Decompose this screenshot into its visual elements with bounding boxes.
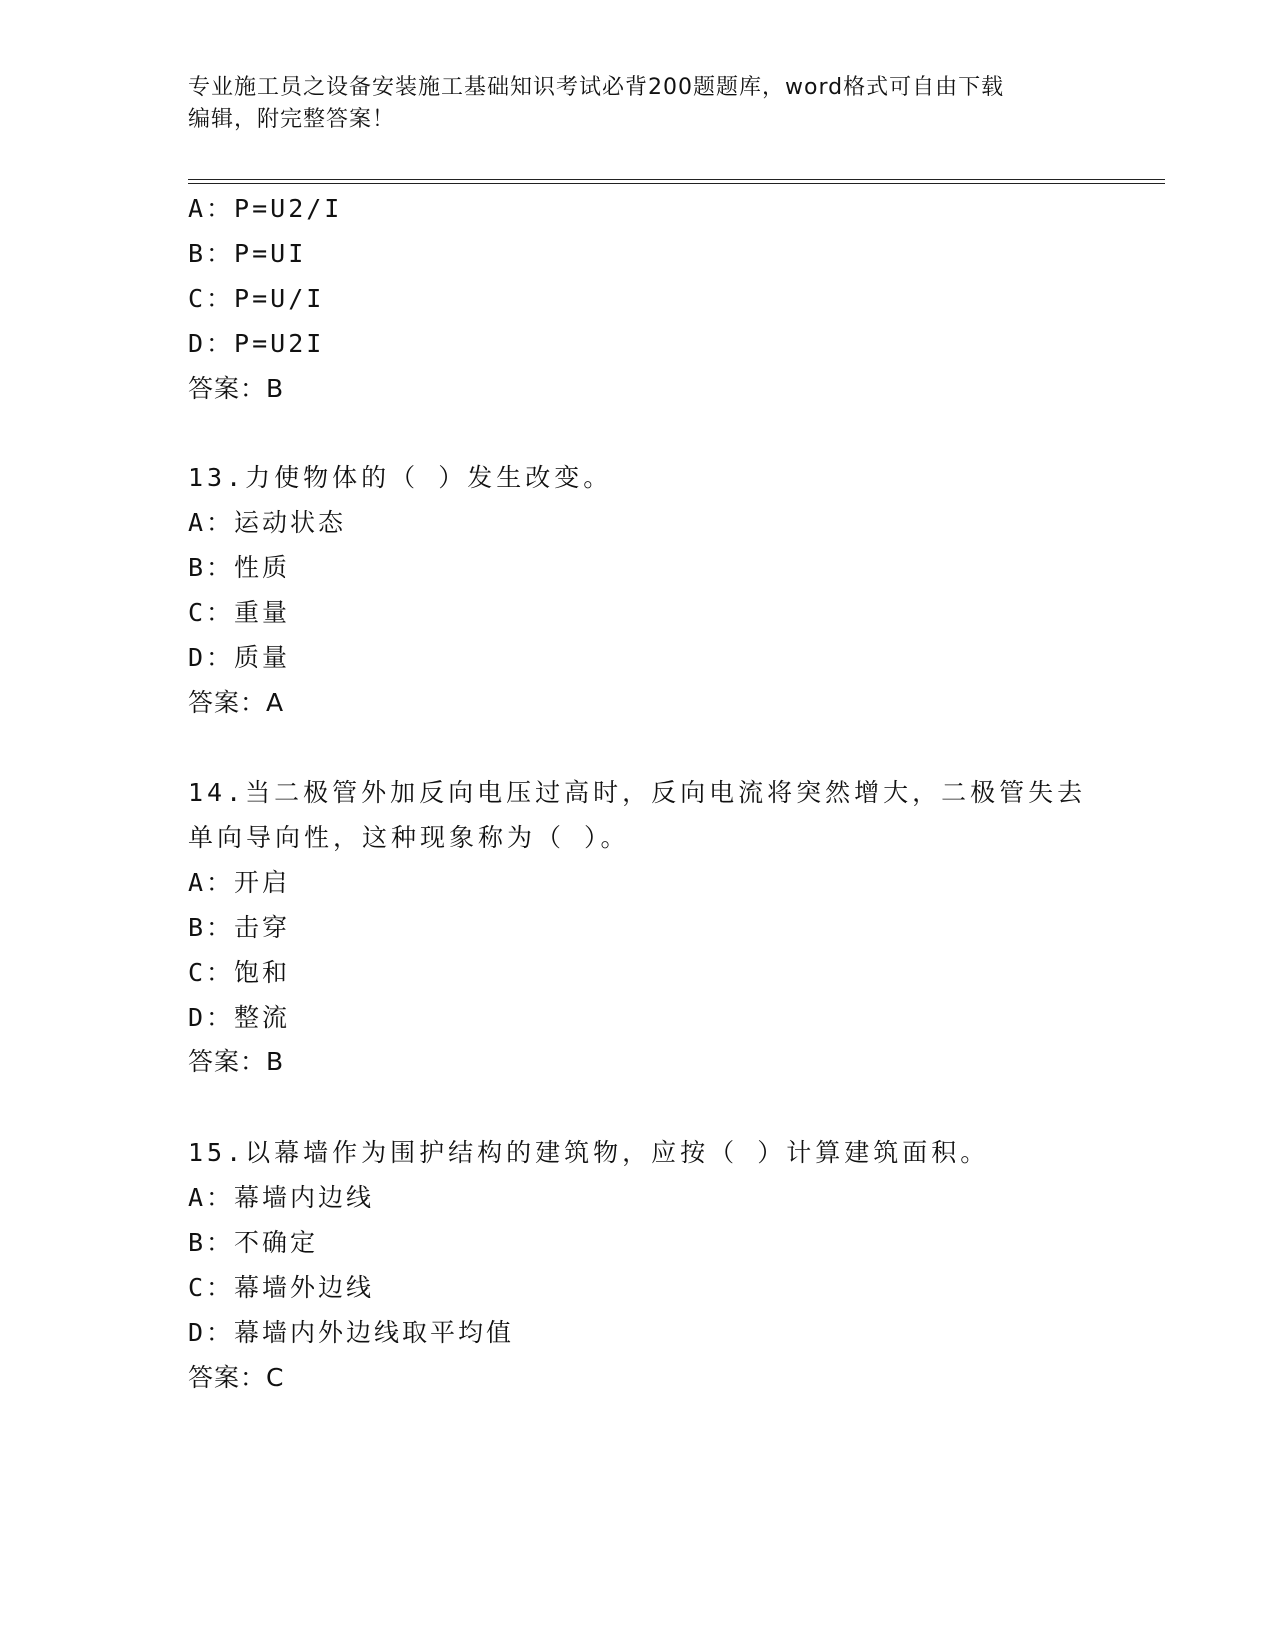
- q13-option-a: A：运动状态: [188, 508, 347, 537]
- q12-option-a: A：P=U2/I: [188, 194, 343, 223]
- q14-option-a: A：开启: [188, 868, 291, 897]
- q12-option-c: C：P=U/I: [188, 284, 325, 313]
- header-divider-bottom: [188, 183, 1165, 184]
- q15-question: 15.以幕墙作为围护结构的建筑物，应按（ ）计算建筑面积。: [188, 1138, 990, 1167]
- header-line-1: 专业施工员之设备安装施工基础知识考试必背200题题库，word格式可自由下载: [188, 75, 1005, 100]
- q14-question-line-2: 单向导向性，这种现象称为（ ）。: [188, 823, 630, 852]
- q12-answer: 答案：B: [188, 374, 285, 403]
- q15-option-a: A：幕墙内边线: [188, 1183, 375, 1212]
- q13-option-c: C：重量: [188, 598, 291, 627]
- q14-answer: 答案：B: [188, 1047, 285, 1076]
- q14-option-d: D：整流: [188, 1003, 291, 1032]
- header-line-2: 编辑，附完整答案！: [188, 107, 396, 132]
- q14-option-c: C：饱和: [188, 958, 291, 987]
- q13-question: 13.力使物体的（ ）发生改变。: [188, 463, 613, 492]
- q15-option-c: C：幕墙外边线: [188, 1273, 375, 1302]
- q13-option-d: D：质量: [188, 643, 291, 672]
- q12-option-d: D：P=U2I: [188, 329, 325, 358]
- q15-option-d: D：幕墙内外边线取平均值: [188, 1318, 515, 1347]
- q15-answer: 答案：C: [188, 1363, 285, 1392]
- document-header: [188, 72, 1088, 136]
- q13-option-b: B：性质: [188, 553, 291, 582]
- q14-option-b: B：击穿: [188, 913, 291, 942]
- q13-answer: 答案：A: [188, 688, 285, 717]
- q15-option-b: B：不确定: [188, 1228, 319, 1257]
- header-divider-top: [188, 179, 1165, 180]
- q12-option-b: B：P=UI: [188, 239, 307, 268]
- q14-question-line-1: 14.当二极管外加反向电压过高时，反向电流将突然增大，二极管失去: [188, 778, 1087, 807]
